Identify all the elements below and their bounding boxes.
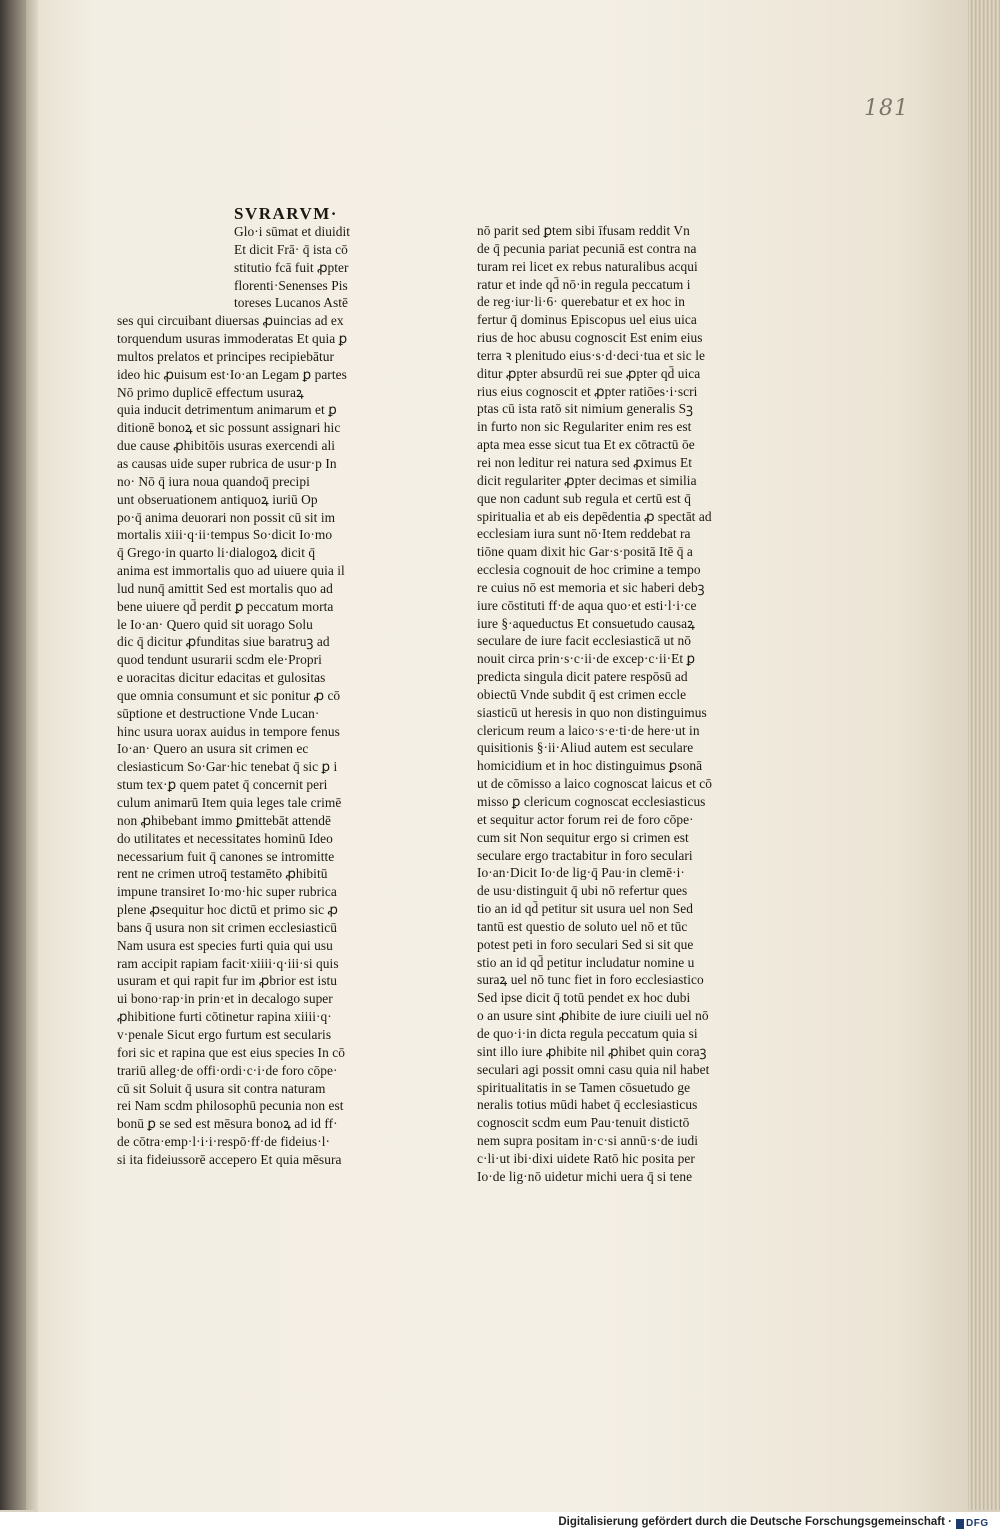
left-column-line: po·q̄ anima deuorari non possit cū sit im — [117, 509, 336, 525]
left-column-line: necessarium fuit q̄ canones se intromitte — [117, 848, 335, 864]
right-column-line: iure cōstituti ff·de aqua quo·et esti·l·i·ce — [477, 597, 697, 613]
left-column-line: dic q̄ dicitur ꝓfunditas siue baratruꝫ ad — [117, 634, 330, 650]
left-column-lines — [117, 223, 379, 1169]
right-column-line: ecclesia cognouit de hoc crimine a tempo — [477, 562, 701, 578]
right-column-line: c·li·ut ibi·dixi uidete Ratō hic posita per — [477, 1150, 695, 1166]
right-column-line: dicit regulariter ꝓpter decimas et similia — [477, 472, 697, 488]
left-column-line: quod tendunt usurarii scdm ele·Propri — [117, 652, 322, 668]
left-column-line: no· Nō q̄ iura noua quandoq̄ precipi — [117, 473, 310, 489]
right-column-line: apta mea esse sicut tua Et ex cōtractū ōe — [477, 437, 695, 453]
right-column-line: obiectū Vnde subdit q̄ est crimen eccle — [477, 686, 687, 702]
left-column-line: Et dicit Frā· q̄ ista cō — [234, 241, 348, 257]
right-column-line: ratur et inde qd̄ nō·in regula peccatum i — [477, 276, 691, 292]
dfg-logo-text: DFG — [966, 1518, 989, 1529]
right-column-line: potest peti in foro seculari Sed si sit que — [477, 936, 694, 952]
left-column-line: ꝓhibitione furti cōtinetur rapina xiiii·q· — [117, 1009, 332, 1025]
left-column-line: e uoracitas dicitur edacitas et gulositas — [117, 670, 326, 686]
left-column-line: torquendum usuras immoderatas Et quia ꝑ — [117, 331, 348, 347]
right-column-line: homicidium et in hoc distinguimus ꝑsonā — [477, 758, 703, 774]
right-column-line: et sequitur actor forum rei de foro cōpe· — [477, 811, 694, 827]
right-column-line: ditur ꝓpter absurdū rei sue ꝓpter qd̄ uica — [477, 365, 701, 381]
right-column-line: sint illo iure ꝓhibite nil ꝓhibet quin coraꝫ — [477, 1043, 707, 1059]
left-column-line: lud nunq̄ amittit Sed est mortalis quo ad — [117, 580, 333, 596]
section-heading: SVRARVM· — [234, 204, 338, 223]
right-column-line: de q̄ pecunia pariat pecuniā est contra na — [477, 240, 697, 256]
left-column-line: mortalis xiii·q·ii·tempus So·dicit Io·mo — [117, 527, 333, 543]
left-column-line: stitutio fcā fuit ꝓpter — [234, 259, 349, 275]
right-column-line: nouit circa prin·s·c·ii·de excep·c·ii·Et ꝑ — [477, 651, 696, 667]
left-column-line: unt obseruationem antiquoꝝ iuriū Op — [117, 491, 318, 507]
left-column-line: impune transiret Io·mo·hic super rubrica — [117, 884, 337, 900]
right-column-line: predicta singula dicit patere respōsū ad — [477, 669, 688, 685]
left-column-line: Nō primo duplicē effectum usuraꝝ — [117, 384, 304, 400]
right-column-line: rius de hoc abusu cognoscit Est enim eius — [477, 330, 703, 346]
right-column-line: quisitionis §·ii·Aliud autem est seculare — [477, 740, 694, 756]
left-column-line: culum animarū Item quia leges tale crimē — [117, 795, 342, 810]
right-column-line: terra ꝛ plenitudo eius·s·d·deci·tua et sic le — [477, 347, 705, 363]
left-column-line: clesiasticum So·Gar·hic tenebat q̄ sic ꝑ i — [117, 759, 338, 775]
right-column-line: suraꝝ uel nō tunc fiet in foro ecclesiastico — [477, 972, 704, 988]
right-column-lines — [477, 222, 742, 1186]
right-column-line: rei non leditur rei natura sed ꝓximus Et — [477, 454, 693, 470]
right-column-line: ecclesiam iura sunt nō·Item reddebat ra — [477, 526, 691, 542]
left-column-line: toreses Lucanos Astē — [234, 295, 349, 311]
left-column-line: Io·an· Quero an usura sit crimen ec — [117, 741, 309, 757]
left-column-line: v·penale Sicut ergo furtum est secularis — [117, 1026, 332, 1042]
right-column-line: Io·an·Dicit Io·de lig·q̄ Pau·in clemē·i· — [477, 865, 685, 881]
book-binding-edge — [0, 0, 26, 1510]
left-column-line: Glo·i sūmat et diuidit — [234, 224, 351, 239]
right-column-line: neralis totius mūdi habet q̄ ecclesiasticus — [477, 1097, 698, 1113]
left-column-line: trariū alleg·de offi·ordi·c·i·de foro cōpe· — [117, 1062, 338, 1078]
left-column-line: de cōtra·emp·l·i·i·respō·ff·de fideius·l· — [117, 1134, 330, 1150]
left-column-line: cū sit Soluit q̄ usura sit contra naturam — [117, 1080, 326, 1096]
right-column-line: fertur q̄ dominus Episcopus uel eius uica — [477, 312, 697, 328]
dfg-logo — [956, 1517, 992, 1530]
left-column-line: rent ne crimen utroq̄ testamēto ꝓhibitū — [117, 866, 328, 882]
right-column-line: ptas cū ista ratō sit nimium generalis Sꝫ — [477, 401, 694, 417]
left-column-line: non ꝓhibebant immo ꝑmittebāt attendē — [117, 812, 332, 828]
left-column-line: Nam usura est species furti quia qui usu — [117, 937, 333, 953]
left-column-line: rei Nam scdm philosophū pecunia non est — [117, 1098, 344, 1114]
right-column-line: clericum reum a laico·s·e·ti·de here·ut in — [477, 722, 700, 738]
left-column-line: quia inducit detrimentum animarum et ꝑ — [117, 402, 337, 418]
left-column-line: ui bono·rap·in prin·et in decalogo super — [117, 991, 333, 1007]
right-column-line: de usu·distinguit q̄ ubi nō refertur ques — [477, 883, 688, 899]
left-column-line: le Io·an· Quero quid sit uorago Solu — [117, 616, 313, 632]
left-column-line: que omnia consumunt et sic ponitur ꝓ cō — [117, 687, 341, 703]
right-column-line: nem supra positam in·c·si annū·s·de iudi — [477, 1133, 699, 1149]
right-column-line: re cuius nō est memoria et sic haberi debꝫ — [477, 579, 705, 595]
right-column-line: seculare ergo tractabitur in foro seculari — [477, 847, 693, 863]
right-text-column — [477, 222, 742, 1186]
right-column-line: spiritualia et ab eis depēdentia ꝓ spectāt ad — [477, 508, 712, 524]
left-column-line: hinc usura uorax auidus in tempore fenus — [117, 723, 340, 739]
right-column-line: nō parit sed ꝑtem sibi īfusam reddit Vn — [477, 223, 690, 238]
right-column-line: tio an id qd̄ petitur sit usura uel non Sed — [477, 901, 693, 917]
right-column-line: misso ꝑ clericum cognoscat ecclesiasticus — [477, 794, 706, 809]
right-column-line: Sed ipse dicit q̄ totū pendet ex hoc dubi — [477, 990, 691, 1006]
left-text-column — [117, 205, 379, 1169]
right-column-line: siasticū ut heresis in quo non distinguimus — [477, 704, 707, 720]
right-column-line: de quo·i·in dicta regula peccatum quia si — [477, 1025, 698, 1041]
footer-credit: Digitalisierung gefördert durch die Deutsche Forschungsgemeinschaft · — [558, 1516, 952, 1528]
dfg-logo-mark-icon — [956, 1519, 964, 1529]
left-column-line: fori sic et rapina que est eius species In cō — [117, 1044, 345, 1060]
right-column-line: tiōne quam dixit hic Gar·s·positā Itē q̄ a — [477, 544, 693, 560]
left-column-line: usuram et qui rapit fur im ꝓbrior est istu — [117, 973, 337, 989]
right-column-line: Io·de lig·nō uidetur michi uera q̄ si tene — [477, 1168, 693, 1184]
left-column-line: ses qui circuibant diuersas ꝓuincias ad ex — [117, 313, 344, 329]
left-column-line: si ita fideiussorē accepero Et quia mēsura — [117, 1151, 342, 1167]
right-column-line: spiritualitatis in se Tamen cōsuetudo ge — [477, 1079, 691, 1095]
left-column-line: bans q̄ usura non sit crimen ecclesiasticū — [117, 919, 337, 935]
right-column-line: o an usure sint ꝓhibite de iure ciuili uel nō — [477, 1008, 709, 1024]
left-column-line: multos prelatos et principes recipiebātur — [117, 348, 334, 364]
right-column-line: seculare de iure facit ecclesiasticā ut nō — [477, 633, 692, 649]
left-column-line: q̄ Grego·in quarto li·dialogoꝝ dicit q̄ — [117, 545, 316, 561]
left-column-line: ditionē bonoꝝ et sic possunt assignari hic — [117, 420, 341, 436]
right-column-line: rius eius cognoscit et ꝓpter ratiōes·i·scri — [477, 383, 698, 399]
left-column-line: anima est immortalis quo ad uiuere quia il — [117, 563, 345, 579]
right-column-line: stio an id qd̄ petitur includatur nomine u — [477, 954, 695, 970]
left-column-line: plene ꝓsequitur hoc dictū et primo sic ꝓ — [117, 902, 338, 918]
left-column-line: florenti·Senenses Pis — [234, 277, 348, 293]
left-column-line: bene uiuere qd̄ perdit ꝑ peccatum morta — [117, 598, 334, 614]
folio-number: 181 — [864, 96, 909, 121]
right-column-line: cognoscit scdm eum Pau·tenuit distictō — [477, 1115, 690, 1131]
right-column-line: seculari agi possit omni casu quia nil habet — [477, 1061, 710, 1077]
right-column-line: que non cadunt sub regula et certū est q̄ — [477, 490, 691, 506]
left-column-line: as causas uide super rubrica de usur·p In — [117, 455, 337, 471]
right-column-line: iure §·aqueductus Et consuetudo causaꝝ — [477, 615, 695, 631]
left-column-line: ram accipit rapiam facit·xiiii·q·iii·si quis — [117, 955, 339, 971]
right-column-line: in furto non sic Regulariter enim res est — [477, 419, 692, 435]
footer-bar — [0, 1512, 1000, 1534]
right-column-line: cum sit Non sequitur ergo si crimen est — [477, 829, 689, 845]
left-column-line: stum tex·ꝑ quem patet q̄ concernit peri — [117, 777, 328, 793]
left-column-line: do utilitates et necessitates hominū Ideo — [117, 830, 333, 846]
right-column-line: de reg·iur·li·6· querebatur et ex hoc in — [477, 294, 685, 310]
left-column-line: ideo hic ꝓuisum est·Io·an Legam ꝑ partes — [117, 366, 347, 382]
right-column-line: turam rei licet ex rebus naturalibus acqui — [477, 258, 698, 274]
left-column-line: due cause ꝓhibitōis usuras exercendi ali — [117, 438, 335, 454]
right-column-line: tantū est questio de soluto uel nō et tūc — [477, 918, 688, 934]
left-column-line: bonū ꝑ se sed est mēsura bonoꝝ ad id ff· — [117, 1116, 338, 1132]
right-column-line: ut de cōmisso a laico cognoscat laicus et cō — [477, 776, 712, 792]
left-column-line: sūptione et destructione Vnde Lucan· — [117, 705, 320, 721]
